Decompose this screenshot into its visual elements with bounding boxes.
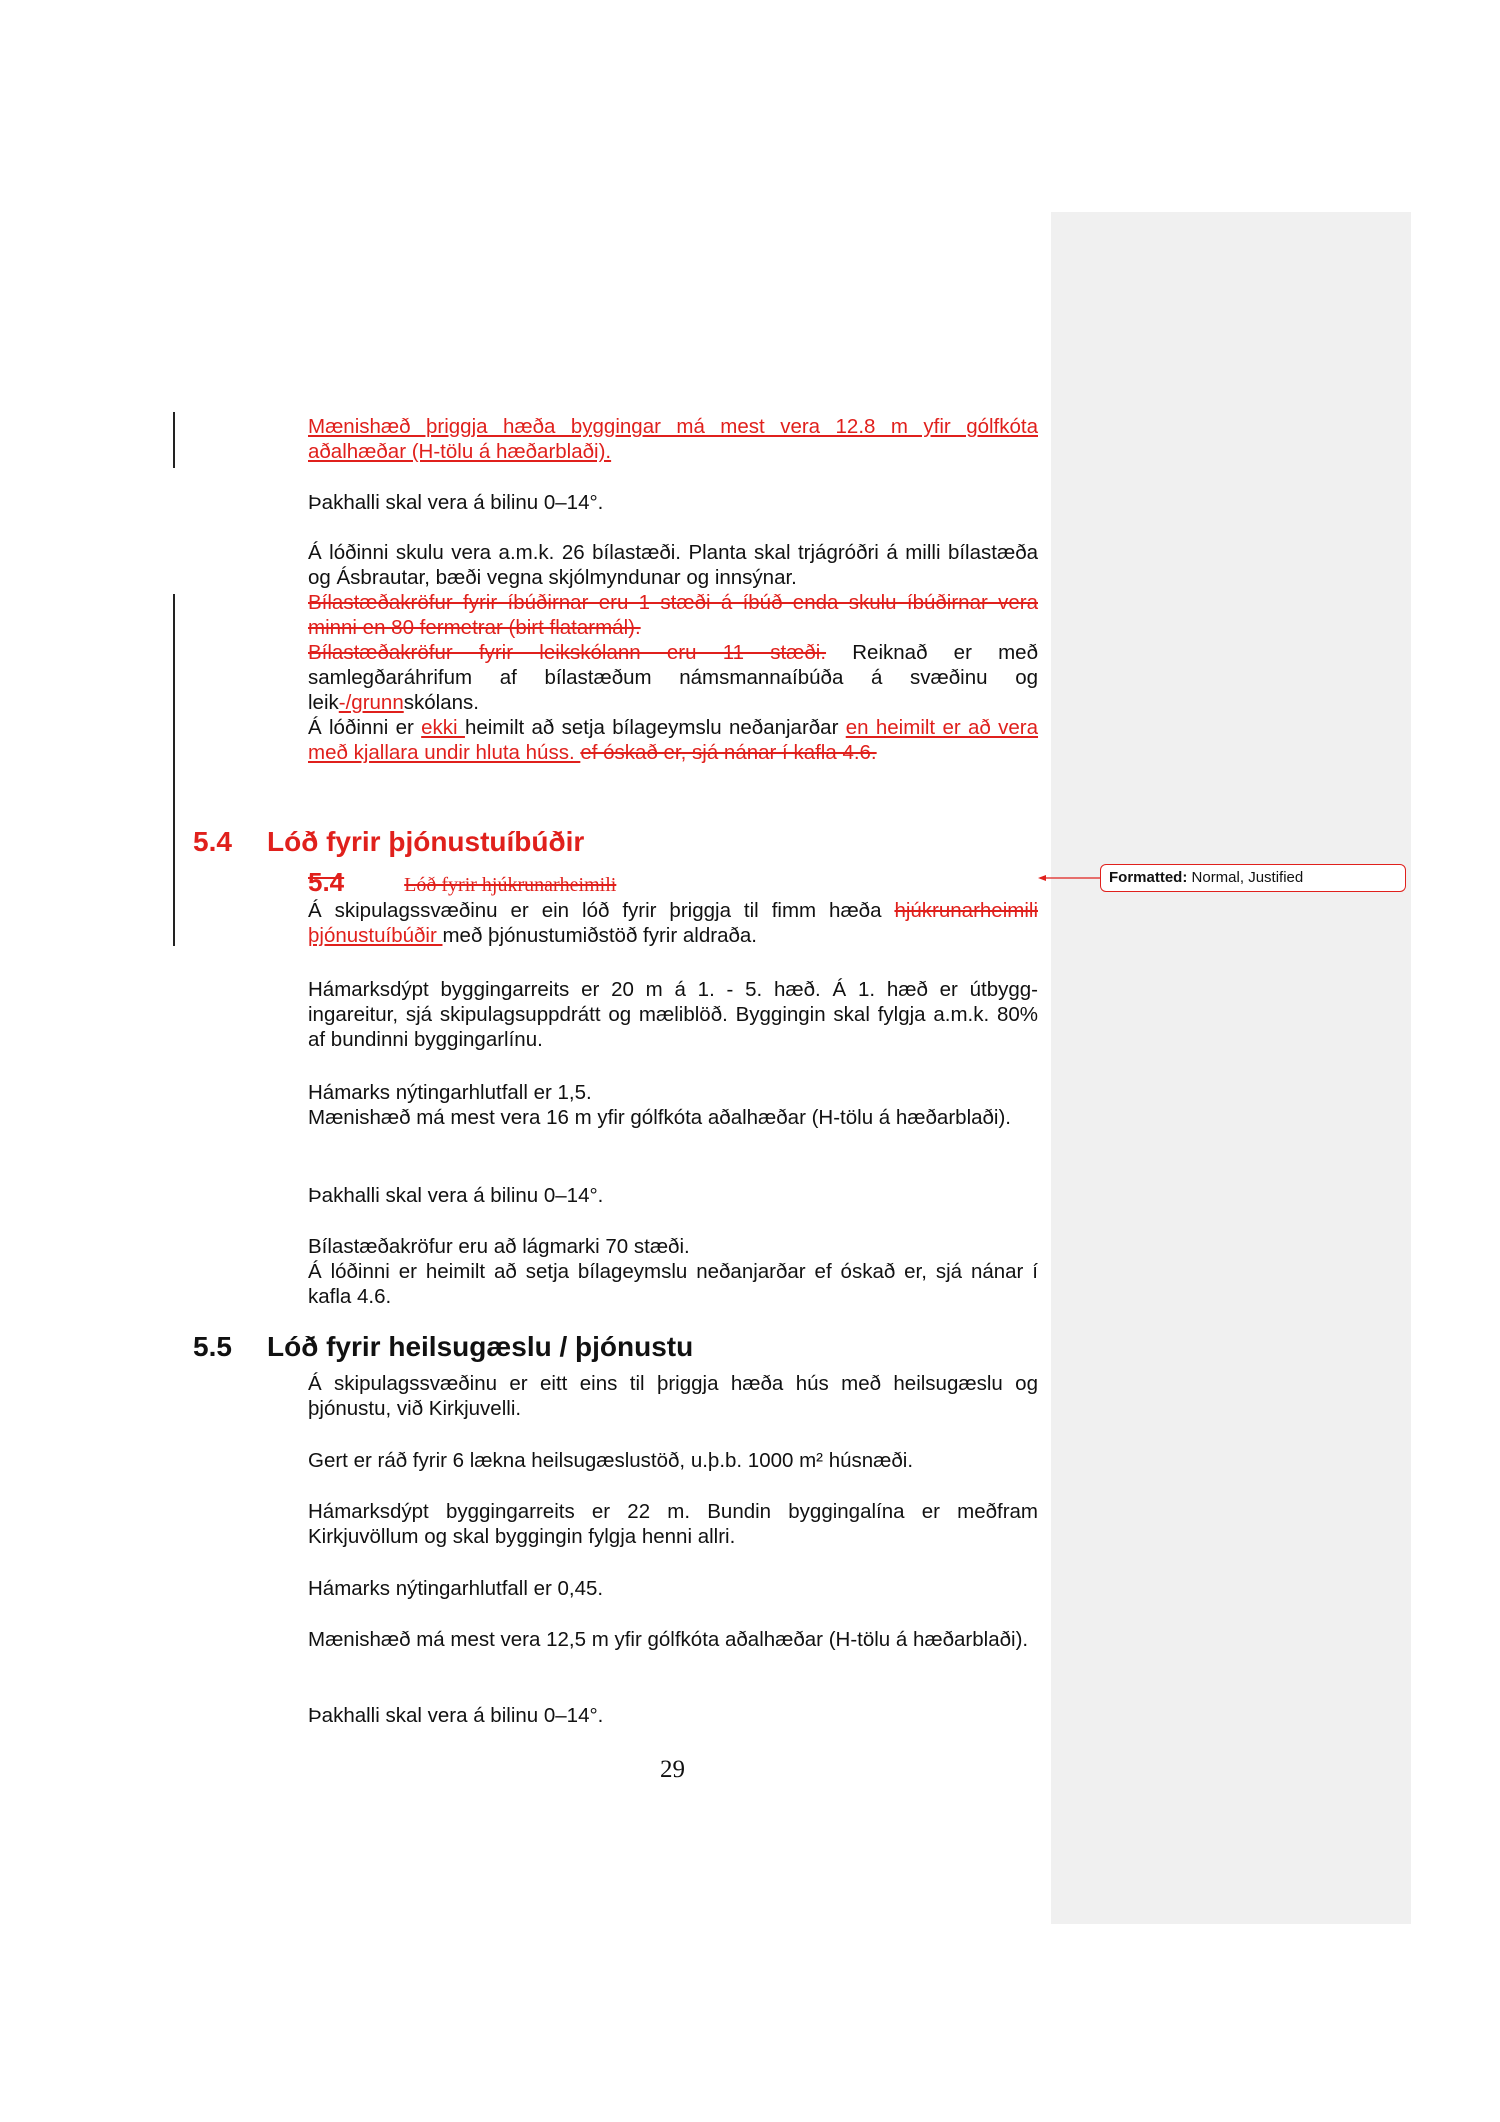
heading-5-4-number: 5.4: [193, 826, 232, 857]
comment-text: Normal, Justified: [1191, 869, 1304, 886]
basement-text-a: Á lóðinni er: [308, 716, 422, 739]
section-5-4-body: [308, 867, 1038, 948]
parking-paragraph-2: [308, 640, 1038, 715]
parking-inserted: -/grunn: [338, 691, 404, 714]
basement-5-4-text: Á lóðinni er heimilt að setja bílageymslu neðanjarðar ef óskað er, sjá nánar í kafla 4.6.: [308, 1260, 1038, 1308]
comment-label: Formatted:: [1109, 869, 1188, 886]
intro-5-4: [308, 898, 1038, 948]
parking-text-end: skólans.: [403, 691, 479, 714]
block-top: [308, 414, 1038, 464]
ridge-height-inserted: Mænishæð þriggja hæða byggingar má mest vera 12.8 m yfir gólfkóta aðalhæðar (H-tölu á hæðarblaði).: [308, 415, 1038, 463]
parking-block: [308, 540, 1038, 765]
ratio-5-4-text: Hámarks nýtingarhlutfall er 1,5.: [308, 1081, 592, 1104]
basement-text-b: heimilt að setja bílageymslu neðanjarðar: [464, 716, 846, 739]
depth-5-4: [308, 977, 1038, 1052]
comment-sidebar: [1051, 212, 1411, 1924]
basement-inserted-2: en heimilt er að vera með kjallara undir hluta húss.: [308, 716, 1039, 764]
change-bar: [173, 412, 175, 468]
parking-text: Á lóðinni skulu vera a.m.k. 26 bílastæði. Planta skal trjágróðri á milli bílastæða og Ásbrautar, bæði vegna skjólmyndunar og innsýnar.: [308, 541, 1038, 589]
depth-5-4-text: Hámarksdýpt byggingarreits er 20 m á 1. - 5. hæð. Á 1. hæð er útbygg-ingareitur, sjá skipulagsuppdrátt og mæliblöð. Byggingin skal fylgja a.m.k. 80% af bundinni byggingarlínu.: [308, 978, 1038, 1051]
depth-5-5-text: Hámarksdýpt byggingarreits er 22 m. Bundin byggingalína er meðfram Kirkjuvöllum og skal byggingin fylgja henni allri.: [308, 1500, 1038, 1548]
intro-5-5: [308, 1371, 1038, 1421]
roof-5-4-text: Þakhalli skal vera á bilinu 0–14°.: [308, 1184, 604, 1207]
basement-deleted: ef óskað er, sjá nánar í kafla 4.6.: [580, 741, 877, 764]
old-heading-deleted: [308, 867, 1038, 898]
intro-5-4-inserted: þjónustuíbúðir: [308, 924, 443, 947]
depth-5-5: [308, 1499, 1038, 1549]
ratio-ridge-5-4: [308, 1080, 1038, 1130]
intro-5-4-text-b: með þjónustumiðstöð fyrir aldraða.: [442, 924, 757, 947]
parking-deleted-2: Bílastæðakröfur fyrir leikskólann eru 11 stæði.: [308, 641, 827, 664]
basement-paragraph: [308, 715, 1038, 765]
old-heading-title: Lóð fyrir hjúkrunarheimili: [404, 874, 617, 896]
heading-5-5-number: 5.5: [193, 1331, 232, 1362]
ridge-5-5-text: Mænishæð má mest vera 12,5 m yfir gólfkóta aðalhæðar (H-tölu á hæðarblaði).: [308, 1628, 1029, 1651]
roof-slope-text: Þakhalli skal vera á bilinu 0–14°.: [308, 491, 604, 514]
comment-connector: [1038, 870, 1102, 882]
parking-5-4-text: Bílastæðakröfur eru að lágmarki 70 stæði.: [308, 1235, 690, 1258]
heading-5-5-title: Lóð fyrir heilsugæslu / þjónustu: [267, 1331, 694, 1362]
ratio-5-5-text: Hámarks nýtingarhlutfall er 0,45.: [308, 1577, 604, 1600]
roof-slope-1: [308, 490, 1038, 515]
roof-5-4: [308, 1183, 1038, 1208]
formatting-comment[interactable]: [1100, 864, 1406, 892]
basement-inserted-1: ekki: [421, 716, 465, 739]
page-number: 29: [660, 1756, 685, 1783]
change-bar: [173, 594, 175, 946]
clinic-5-5-text: Gert er ráð fyrir 6 lækna heilsugæslustöð, u.þ.b. 1000 m² húsnæði.: [308, 1449, 914, 1472]
old-heading-number: 5.4: [308, 867, 345, 897]
ridge-5-5: [308, 1627, 1038, 1652]
roof-5-5-text: Þakhalli skal vera á bilinu 0–14°.: [308, 1704, 604, 1727]
heading-5-4-title: Lóð fyrir þjónustuíbúðir: [267, 826, 585, 857]
connector-arrow: [1038, 875, 1046, 881]
intro-5-5-text: Á skipulagssvæðinu er eitt eins til þriggja hæða hús með heilsugæslu og þjónustu, við Kirkjuvelli.: [308, 1372, 1038, 1420]
parking-5-4: [308, 1234, 1038, 1309]
ridge-5-4-text: Mænishæð má mest vera 16 m yfir gólfkóta aðalhæðar (H-tölu á hæðarblaði).: [308, 1106, 1011, 1129]
parking-deleted-1: Bílastæðakröfur fyrir íbúðirnar eru 1 stæði á íbúð enda skulu íbúðirnar vera minni en 80 fermetrar (birt flatarmál).: [308, 591, 1038, 639]
intro-5-4-deleted: hjúkrunarheimili: [894, 899, 1038, 922]
clinic-5-5: [308, 1448, 1038, 1473]
parking-text-2: Reiknað er með samlegðaráhrifum af bílastæðum námsmannaíbúða á svæðinu og leik: [308, 641, 1038, 714]
ratio-5-5: [308, 1576, 1038, 1601]
intro-5-4-text-a: Á skipulagssvæðinu er ein lóð fyrir þriggja til fimm hæða: [308, 899, 895, 922]
roof-5-5: [308, 1703, 1038, 1728]
